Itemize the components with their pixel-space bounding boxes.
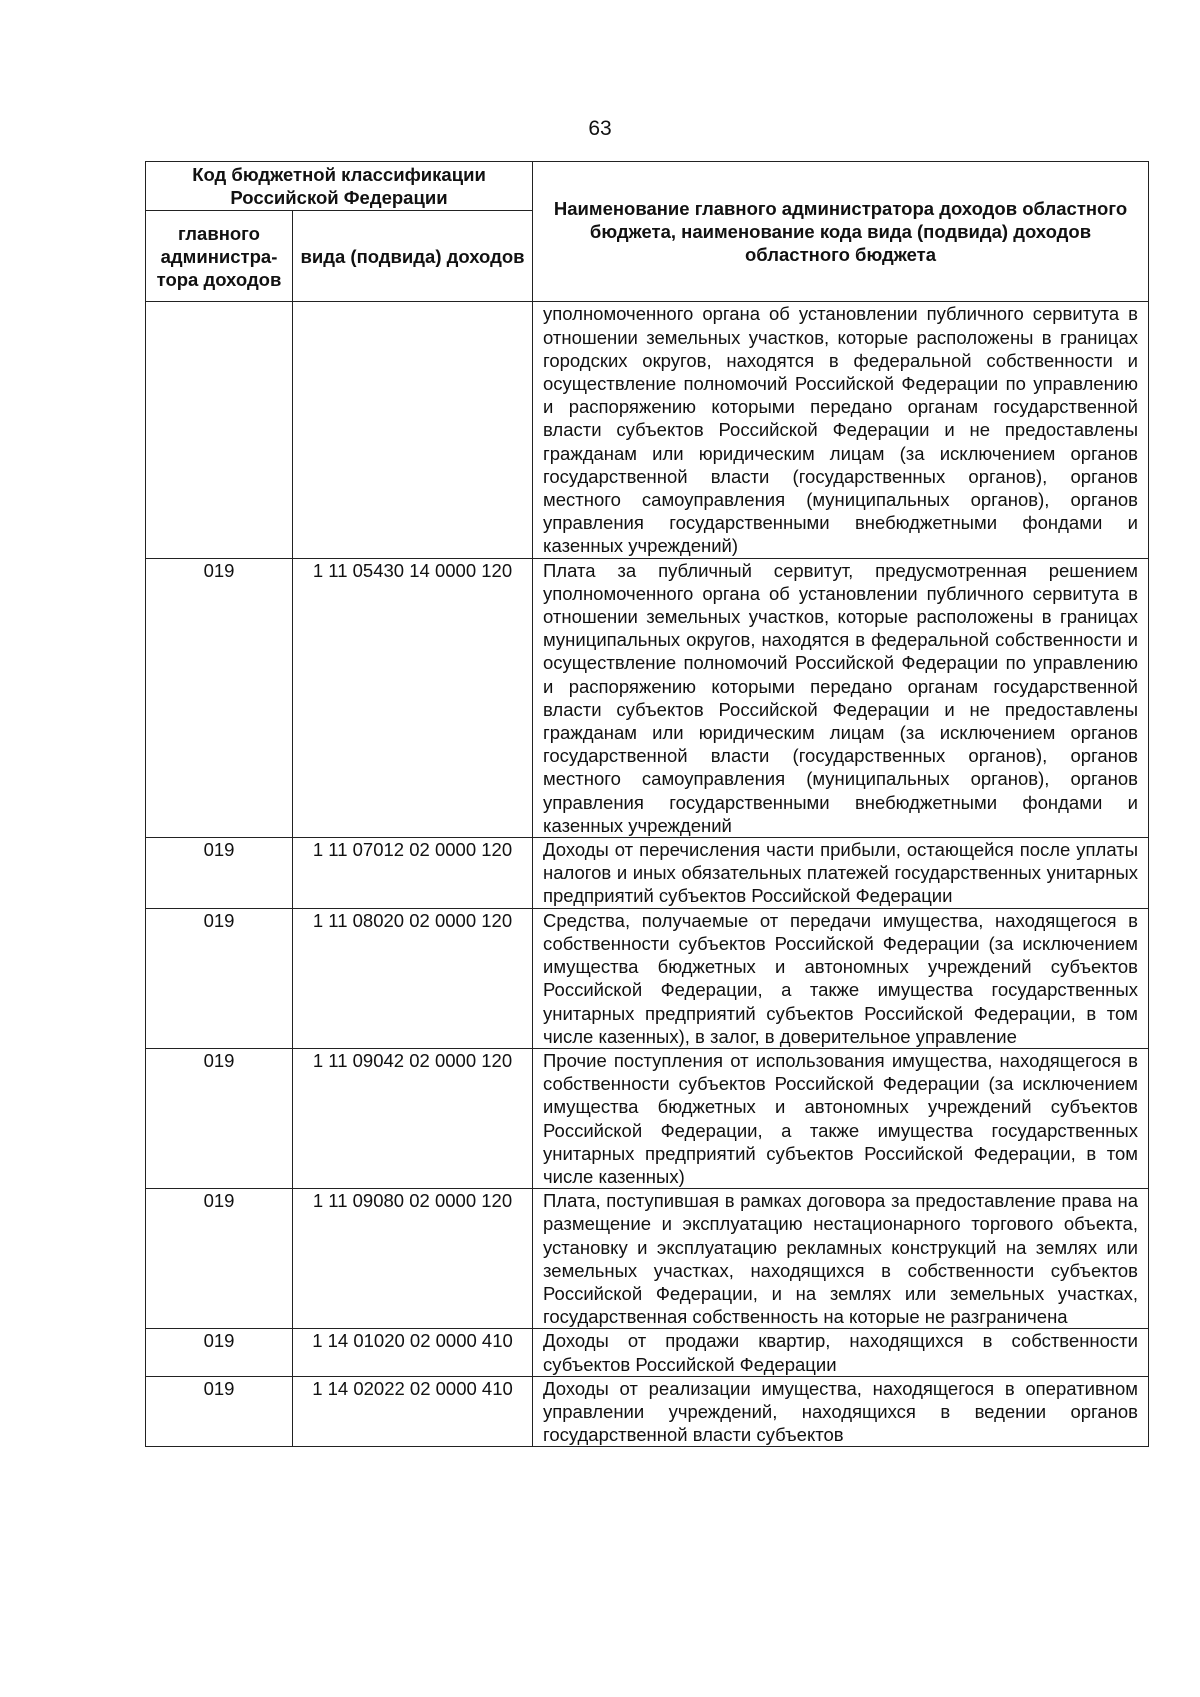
table-body [146,302,1149,1447]
admin-code-cell: 019 [146,1376,293,1447]
table-row [146,558,1149,837]
income-description-cell: Доходы от продажи квартир, находящихся в собственности субъектов Российской Федерации [533,1329,1149,1376]
income-code-cell: 1 11 05430 14 0000 120 [293,558,533,837]
income-description-cell: Доходы от перечисления части прибыли, остающейся после уплаты налогов и иных обязательных платежей государственных унитарных предприятий субъектов Российской Федерации [533,838,1149,909]
header-group-title: Код бюджетной классификации Российской Федерации [146,162,533,211]
admin-code-cell: 019 [146,908,293,1048]
table-row [146,1329,1149,1376]
table-row [146,1048,1149,1188]
admin-code-cell: 019 [146,838,293,909]
income-code-cell [293,302,533,558]
budget-classification-table [145,161,1149,1447]
table-row [146,908,1149,1048]
admin-code-cell: 019 [146,1329,293,1376]
income-description-cell: уполномоченного органа об установлении публичного сервитута в отношении земельных участков, которые расположены в границах городских округов, находятся в федеральной собственности и осуществление полномочий Российской Федерации по управлению и распоряжению которыми передано органам государственной власти субъектов Российской Федерации и не предоставлены гражданам или юридическим лицам (за исключением органов государственной власти (государственных органов), органов местного самоуправления (муниципальных органов), органов управления государственными внебюджетными фондами и казенных учреждений) [533,302,1149,558]
income-code-cell: 1 14 01020 02 0000 410 [293,1329,533,1376]
page-number: 63 [588,117,612,140]
admin-code-cell: 019 [146,558,293,837]
table-row [146,302,1149,558]
income-code-cell: 1 11 08020 02 0000 120 [293,908,533,1048]
table-row [146,838,1149,909]
admin-code-cell: 019 [146,1189,293,1329]
income-description-cell: Средства, получаемые от передачи имущества, находящегося в собственности субъектов Российской Федерации (за исключением имущества бюджетных и автономных учреждений субъектов Российской Федерации, а также имущества государственных унитарных предприятий субъектов Российской Федерации, в том числе казенных), в залог, в доверительное управление [533,908,1149,1048]
header-admin-column: главного администра-тора доходов [146,211,293,302]
admin-code-cell [146,302,293,558]
income-code-cell: 1 11 09080 02 0000 120 [293,1189,533,1329]
header-code-column: вида (подвида) доходов [293,211,533,302]
table-row [146,1376,1149,1447]
admin-code-cell: 019 [146,1048,293,1188]
income-code-cell: 1 11 07012 02 0000 120 [293,838,533,909]
income-description-cell: Плата, поступившая в рамках договора за предоставление права на размещение и эксплуатацию нестационарного торгового объекта, установку и эксплуатацию рекламных конструкций на землях или земельных участках, находящихся в собственности субъектов Российской Федерации, и на землях или земельных участках, государственная собственность на которые не разграничена [533,1189,1149,1329]
header-name-column: Наименование главного администратора доходов областного бюджета, наименование кода вида (подвида) доходов областного бюджета [533,162,1149,302]
income-description-cell: Прочие поступления от использования имущества, находящегося в собственности субъектов Российской Федерации (за исключением имущества бюджетных и автономных учреждений субъектов Российской Федерации, а также имущества государственных унитарных предприятий субъектов Российской Федерации, в том числе казенных) [533,1048,1149,1188]
table-row [146,1189,1149,1329]
income-code-cell: 1 14 02022 02 0000 410 [293,1376,533,1447]
income-code-cell: 1 11 09042 02 0000 120 [293,1048,533,1188]
income-description-cell: Доходы от реализации имущества, находящегося в оперативном управлении учреждений, находящихся в ведении органов государственной власти субъектов [533,1376,1149,1447]
income-description-cell: Плата за публичный сервитут, предусмотренная решением уполномоченного органа об установлении публичного сервитута в отношении земельных участков, которые расположены в границах муниципальных округов, находятся в федеральной собственности и осуществление полномочий Российской Федерации по управлению и распоряжению которыми передано органам государственной власти субъектов Российской Федерации и не предоставлены гражданам или юридическим лицам (за исключением органов государственной власти (государственных органов), органов местного самоуправления (муниципальных органов), органов управления государственными внебюджетными фондами и казенных учреждений [533,558,1149,837]
header-row [146,162,1149,211]
